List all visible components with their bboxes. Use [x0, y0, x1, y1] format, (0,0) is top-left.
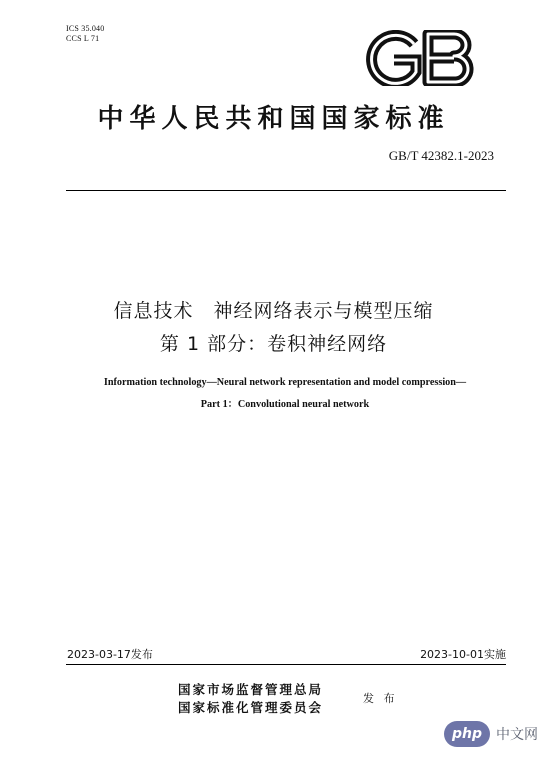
standard-number: GB/T 42382.1-2023	[388, 148, 494, 163]
site-watermark	[444, 720, 544, 748]
document-title-en-line2: Part 1：Convolutional neural network	[200, 399, 370, 410]
classification-codes	[66, 24, 104, 44]
document-title-zh-line2: 第 1 部分：卷积神经网络	[159, 333, 388, 355]
top-divider	[66, 190, 506, 191]
watermark-text: 中文网	[496, 727, 538, 743]
document-title-en-line1: Information technology—Neural network representation and model compression—	[103, 377, 467, 388]
national-standard-title: 中华人民共和国国家标准	[97, 104, 450, 134]
ccs-code: CCS L 71	[66, 34, 100, 43]
issuing-authorities	[178, 681, 323, 717]
ics-code: ICS 35.040	[66, 24, 105, 33]
document-title-zh-line1: 信息技术 神经网络表示与模型压缩	[113, 300, 434, 322]
publish-label: 发 布	[363, 692, 398, 705]
issue-date: 2023-03-17发布	[67, 648, 153, 661]
php-badge-icon: php	[444, 721, 490, 747]
issuer-sac: 国家标准化管理委员会	[178, 700, 324, 715]
gb-logo	[364, 30, 476, 86]
issuer-samr: 国家市场监督管理总局	[178, 682, 324, 697]
implementation-date: 2023-10-01实施	[420, 648, 506, 661]
bottom-divider	[66, 664, 506, 665]
